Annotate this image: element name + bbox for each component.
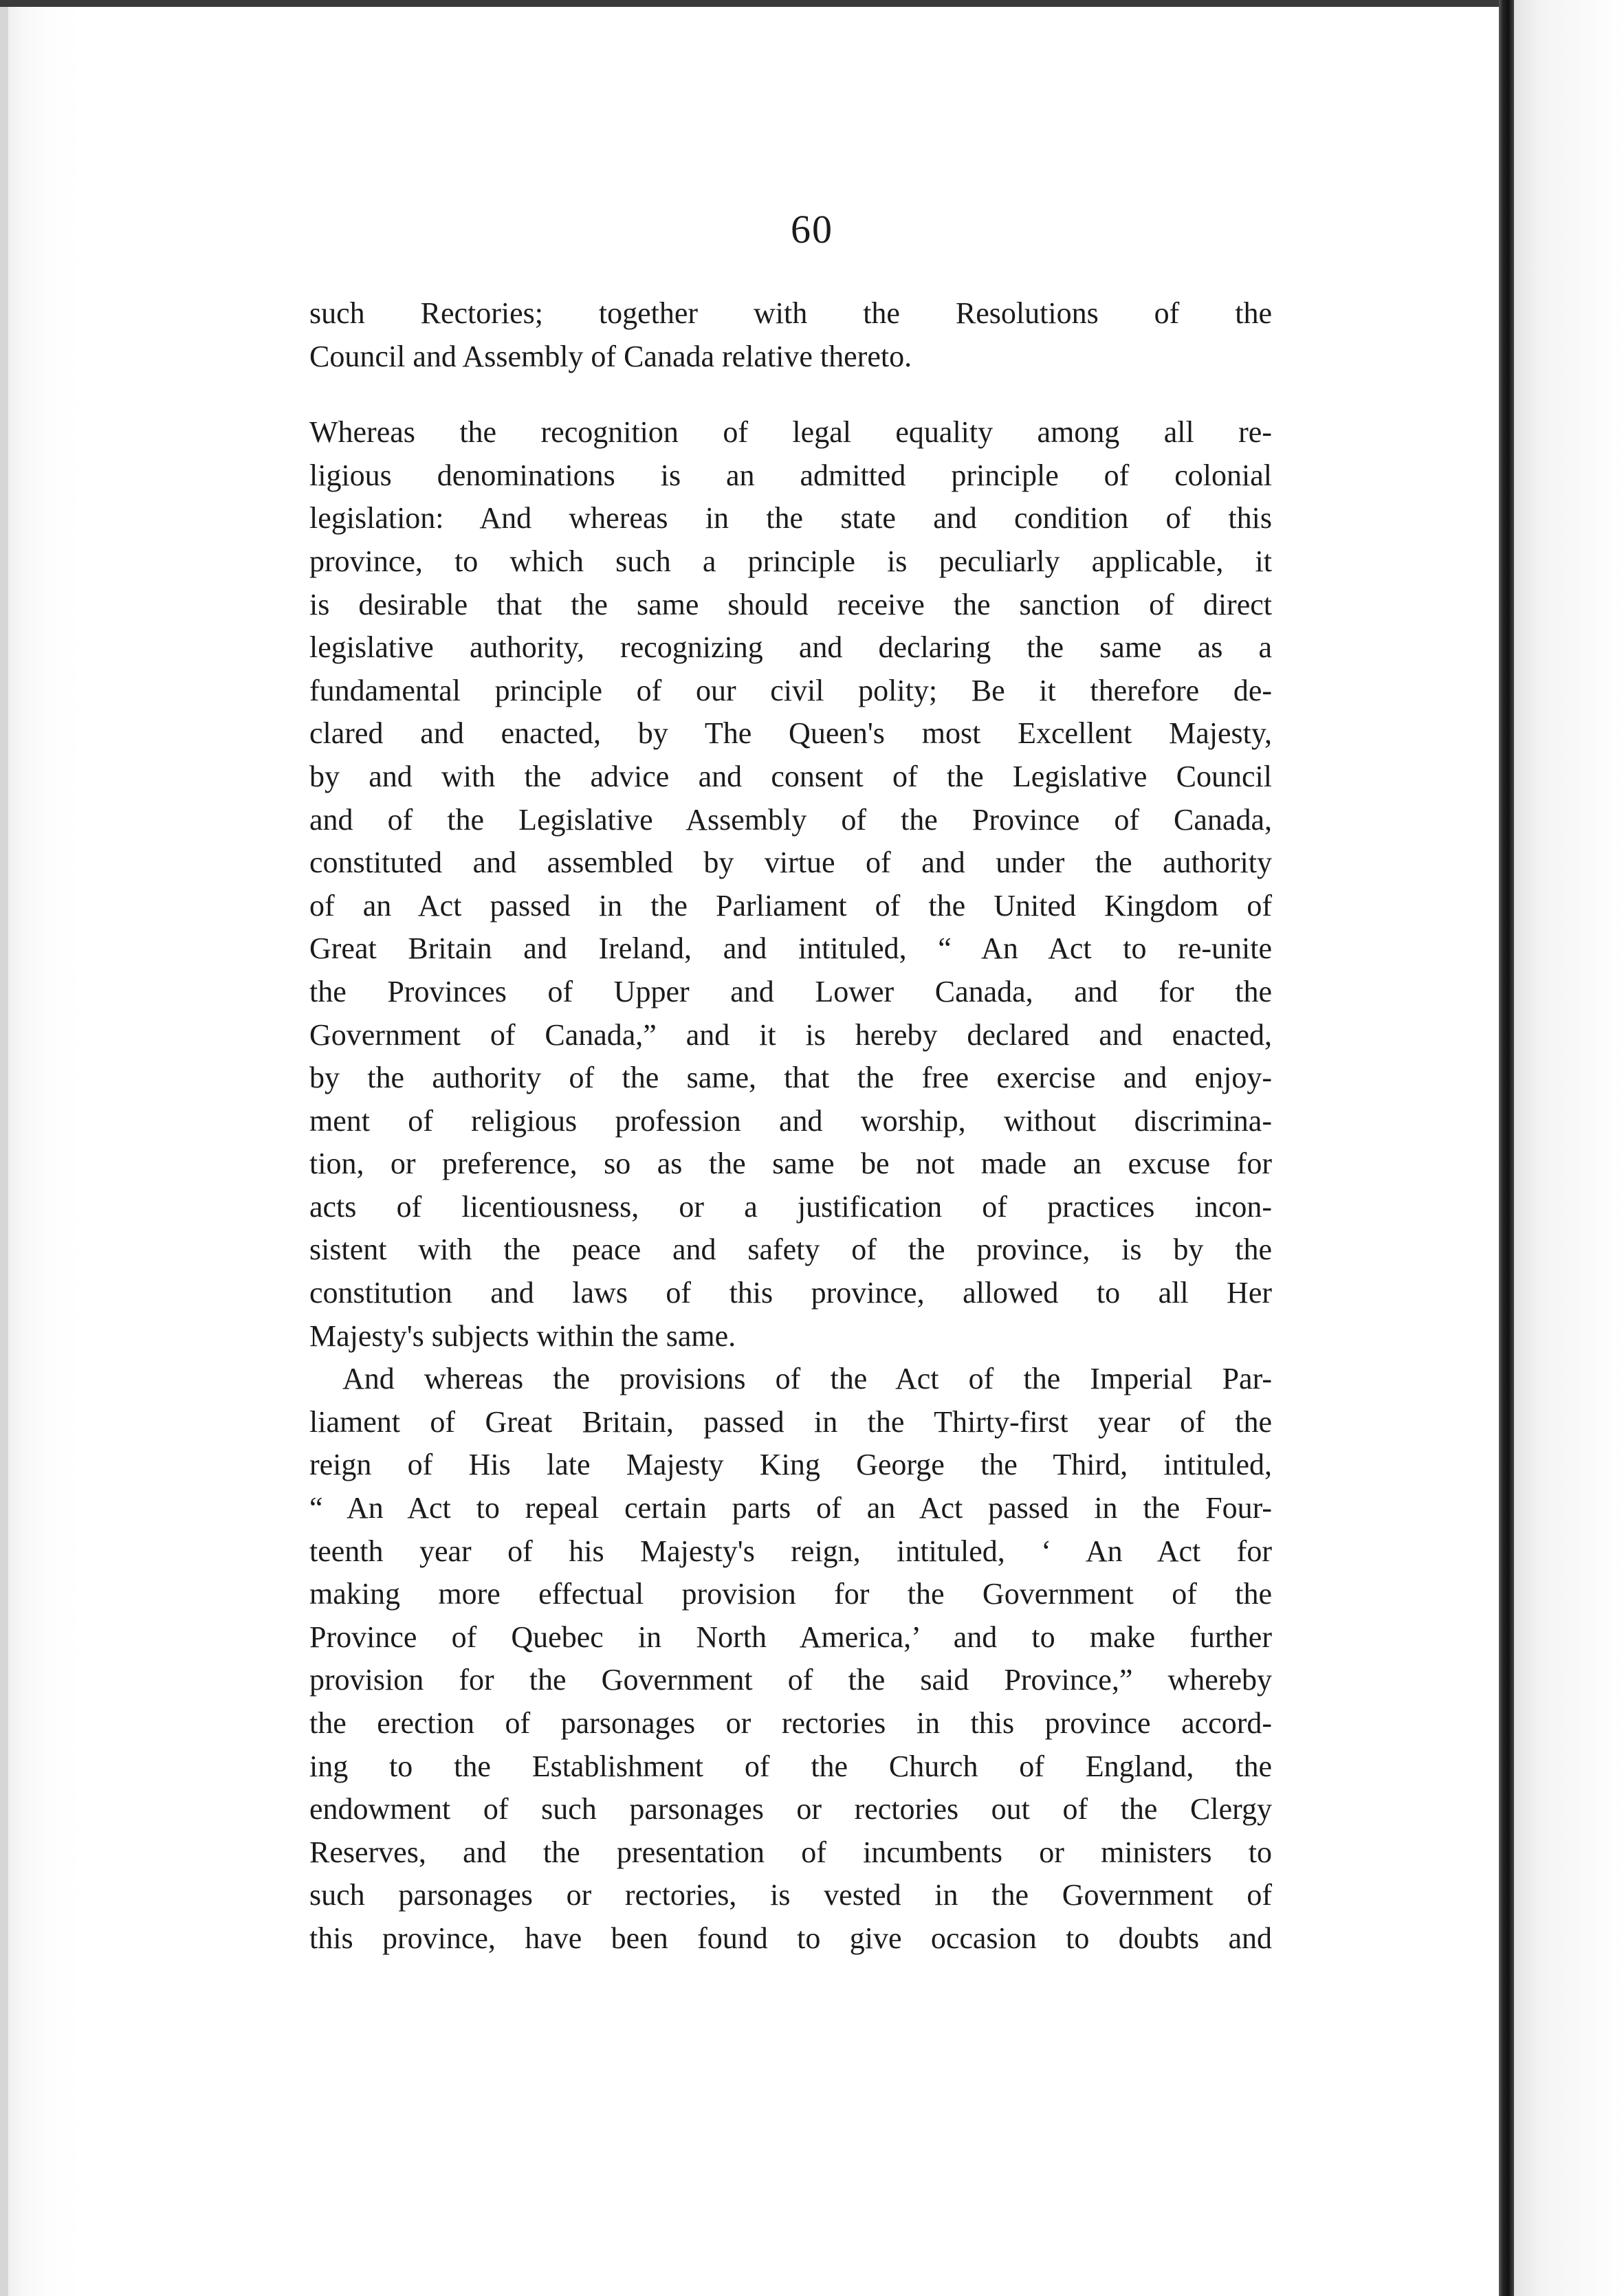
text-line: teenth year of his Majesty's reign, intituled, ‘ An Act for	[309, 1534, 1272, 1568]
text-line: ligious denominations is an admitted principle of colonial	[309, 458, 1272, 492]
text-line: Whereas the recognition of legal equality among all re-	[309, 415, 1272, 450]
paragraph-and-whereas	[309, 1358, 1272, 1960]
text-line: constituted and assembled by virtue of and under the authority	[309, 846, 1272, 880]
text-line: is desirable that the same should receive the sanction of direct	[309, 587, 1272, 621]
text-line: the Provinces of Upper and Lower Canada, and for the	[309, 974, 1272, 1008]
body-text	[309, 292, 1272, 1961]
text-line: legislative authority, recognizing and declaring the same as a	[309, 630, 1272, 665]
next-page-edge	[1514, 0, 1624, 2296]
text-line: ment of religious profession and worship, without discrimina-	[309, 1103, 1272, 1138]
text-line: acts of licentiousness, or a justification of practices incon-	[309, 1189, 1272, 1224]
text-line: liament of Great Britain, passed in the Thirty-first year of the	[309, 1404, 1272, 1439]
text-line: such Rectories; together with the Resolutions of the	[309, 296, 1272, 330]
text-line: Great Britain and Ireland, and intituled, “ An Act to re-unite	[309, 931, 1272, 966]
text-line: ing to the Establishment of the Church of England, the	[309, 1749, 1272, 1783]
text-line: such parsonages or rectories, is vested in the Government of	[309, 1878, 1272, 1912]
text-line: province, to which such a principle is peculiarly applicable, it	[309, 544, 1272, 578]
text-line: and of the Legislative Assembly of the Province of Canada,	[309, 802, 1272, 837]
text-line: constitution and laws of this province, allowed to all Her	[309, 1276, 1272, 1310]
text-line: fundamental principle of our civil polity; Be it therefore de-	[309, 673, 1272, 707]
text-line: of an Act passed in the Parliament of the United Kingdom of	[309, 888, 1272, 923]
text-line: legislation: And whereas in the state and condition of this	[309, 501, 1272, 536]
text-line: endowment of such parsonages or rectories out of the Clergy	[309, 1792, 1272, 1826]
text-line: Government of Canada,” and it is hereby declared and enacted,	[309, 1017, 1272, 1052]
text-line: by the authority of the same, that the free exercise and enjoy-	[309, 1061, 1272, 1095]
page-number: 60	[791, 207, 833, 252]
text-line: by and with the advice and consent of the Legislative Council	[309, 759, 1272, 793]
text-line: Reserves, and the presentation of incumbents or ministers to	[309, 1835, 1272, 1869]
binding-shadow	[1499, 0, 1514, 2296]
text-line: making more effectual provision for the Government of the	[309, 1577, 1272, 1611]
text-line: provision for the Government of the said Province,” whereby	[309, 1663, 1272, 1697]
text-line: Council and Assembly of Canada relative thereto.	[309, 339, 912, 373]
text-line: tion, or preference, so as the same be not made an excuse for	[309, 1147, 1272, 1181]
top-page-edge	[0, 0, 1513, 7]
text-line: Province of Quebec in North America,’ and to make further	[309, 1620, 1272, 1654]
text-line: clared and enacted, by The Queen's most Excellent Majesty,	[309, 716, 1272, 751]
left-page-edge	[0, 0, 8, 2296]
text-line: the erection of parsonages or rectories in this province accord-	[309, 1706, 1272, 1740]
text-line: “ An Act to repeal certain parts of an Act passed in the Four-	[309, 1491, 1272, 1525]
text-line: reign of His late Majesty King George the Third, intituled,	[309, 1448, 1272, 1482]
paragraph-heading-continuation	[309, 292, 1272, 378]
paragraph-whereas	[309, 411, 1272, 1358]
text-line: sistent with the peace and safety of the province, is by the	[309, 1233, 1272, 1267]
text-line: this province, have been found to give occasion to doubts and	[309, 1921, 1272, 1955]
text-line: Majesty's subjects within the same.	[309, 1318, 736, 1353]
text-line: And whereas the provisions of the Act of the Imperial Par-	[342, 1362, 1272, 1396]
